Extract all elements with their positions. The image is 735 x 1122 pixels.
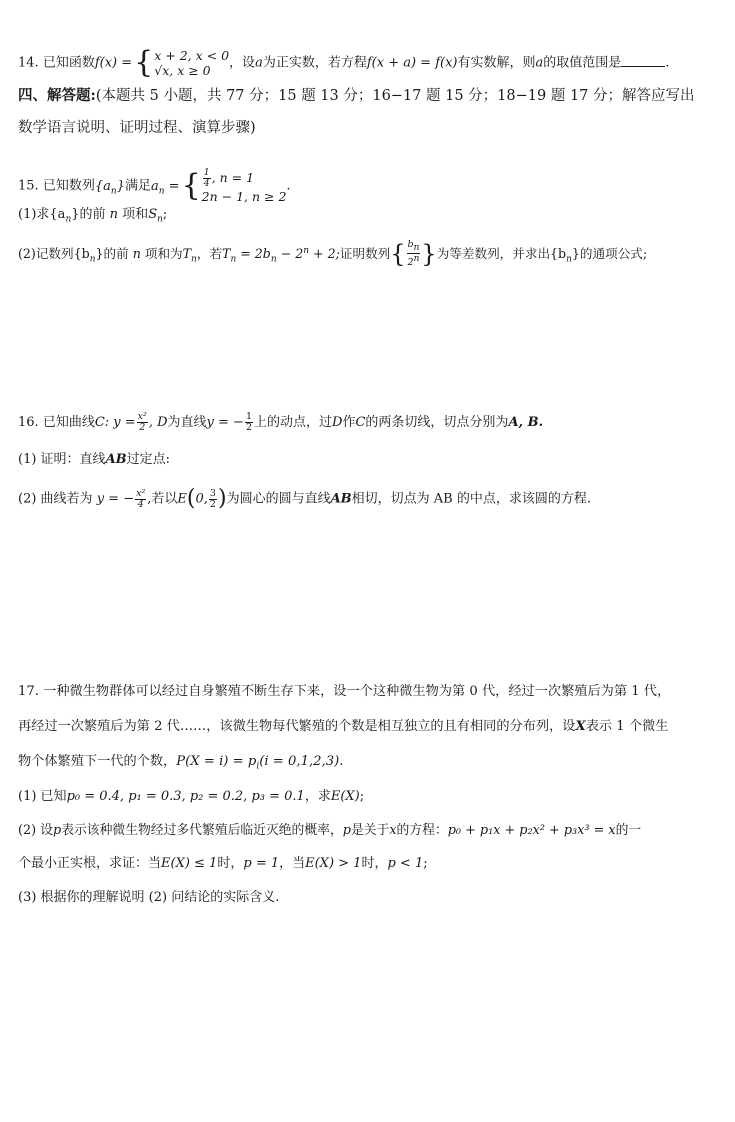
q17-line-2-row: [18, 717, 721, 737]
q17-result-2: p < 1: [387, 856, 424, 871]
q16-part-1: [18, 450, 721, 470]
q16-text: 已知曲线: [42, 415, 95, 430]
q17-part-1-text: (1) 已知: [18, 789, 67, 804]
q16-frac-1: $\frac{\text{x²}}{2}$: [137, 411, 147, 433]
q16-part-2-rest-2: 为圆心的圆与直线: [226, 491, 331, 507]
q16-part-2: (2) 曲线若为 y = − $\frac{\text{x²}}{4}$ ,若以E(0, $\frac{3}{2}$ )为圆心的圆与直线AB相切，切点为 AB 的中点，求该圆的方程.: [18, 486, 591, 511]
q15-part-2: [18, 240, 721, 269]
q15-brace: {: [181, 168, 201, 203]
q17-part-2-text: (2) 设: [18, 823, 53, 838]
q15-end: .: [286, 178, 291, 194]
q16-part-2-rest-3: 相切，切点为 AB 的中点，求该圆的方程.: [351, 491, 591, 507]
section-4-title: 四、解答题:: [18, 87, 96, 104]
q16-text-6: 的两条切线，切点分别为: [365, 415, 509, 430]
q17-part-3: [18, 888, 721, 908]
q17-line-3: 物个体繁殖下一代的个数，: [18, 754, 177, 769]
q17-part-2-l2-text-4: 时，: [361, 856, 388, 871]
question-15: [18, 168, 721, 204]
q14-function: f(x) =: [94, 55, 133, 71]
q15-text: 已知数列: [42, 178, 95, 194]
q14-case-2: √x, x ≥ 0: [154, 63, 211, 78]
q17-line-3-row: [18, 752, 721, 777]
q16-part-2-ab: AB: [330, 491, 352, 507]
q17-line-1: 一种微生物群体可以经过自身繁殖不断生存下来，设一个这种微生物为第 0 代，经过一次繁殖后为第 1 代，: [43, 684, 671, 699]
q16-part-1-rest: 过定点:: [126, 452, 171, 467]
q16-part-2-rest: ,若以: [147, 491, 178, 507]
q17-part-2-text-5: 的一: [615, 823, 642, 838]
q17-part-2-l2-text-2: 时，: [217, 856, 244, 871]
question-16: [18, 412, 721, 433]
q17-line-2: 再经过一次繁殖后为第 2 代……，该微生物每代繁殖的个数是相互独立的且有相同的分布列，设: [18, 719, 576, 734]
q17-part-2-line-2: [18, 854, 721, 874]
q17-part-1-values: p₀ = 0.4, p₁ = 0.3, p₂ = 0.2, p₃ = 0.1: [66, 789, 305, 804]
q17-part-1-end: ;: [359, 789, 365, 804]
q17-cond-2: E(X) > 1: [305, 856, 362, 871]
q15-seq-a: $\{a_n\}$: [94, 178, 125, 197]
q17-part-2-text-2: 表示该种微生物经过多代繁殖后临近灭绝的概率，: [61, 823, 343, 838]
q15-part-1-text: (1)求$\{a_n\}$的前 n 项和$S_n$;: [18, 207, 168, 225]
q16-frac-2: $\frac{1}{2}$: [245, 411, 252, 433]
q17-part-2-text-3: 是关于: [350, 823, 390, 838]
q14-var-a-2: a: [535, 55, 544, 71]
q14-equation: f(x + a) = f(x): [366, 55, 458, 71]
q17-number: 17.: [18, 684, 39, 699]
q17-line-2-end: 表示 1 个微生: [585, 719, 669, 734]
q15-text-2: 满足: [124, 178, 151, 194]
q16-point-e: E: [177, 491, 187, 507]
q17-part-1-text-2: ，求: [304, 789, 331, 804]
section-4-desc-1: (本题共 5 小题，共 77 分；15 题 13 分；16−17 题 15 分；18−19 题 17 分；解答应写出: [95, 88, 695, 104]
q14-text-2: ，设: [229, 55, 256, 71]
q16-c: C: [355, 415, 366, 430]
q16-number: 16.: [18, 415, 39, 430]
q15-cases: [202, 168, 287, 204]
q15-case-2: 2n − 1, n ≥ 2: [201, 189, 287, 204]
q16-part-2-curve: y = −: [96, 491, 135, 507]
q17-distribution: $P(X = i) = p_i(i = 0,1,2,3)$.: [176, 754, 344, 772]
q17-var-x-2: x: [389, 823, 397, 838]
q15-part-1: [18, 205, 721, 230]
q17-var-p-2: p: [342, 823, 351, 838]
q17-var-x: X: [575, 719, 586, 734]
q16-point-d: , D: [148, 415, 168, 430]
q14-answer-blank: [621, 53, 665, 67]
q14-end: .: [665, 55, 670, 71]
section-4-header: [18, 86, 721, 106]
q16-part-1-text: (1) 证明：直线: [18, 452, 106, 467]
q14-number: 14.: [18, 55, 39, 71]
q14-text-4: 有实数解，则: [457, 55, 536, 71]
q17-result-1: p = 1: [243, 856, 280, 871]
q15-part-2-text: (2)记数列$\{b_n\}$的前 n 项和为$T_n$，若$T_n = 2b_n - 2^n + 2$;证明数列{ $\frac{b_n}{2^n}$ }为等差数列，并求出$\{b_n\}$的通项公式;: [18, 239, 648, 269]
q14-cases: [154, 48, 229, 78]
q16-line-y: y = −: [206, 415, 244, 430]
q15-number: 15.: [18, 178, 39, 194]
q17-part-2-l2-end: ;: [423, 856, 428, 871]
q16-text-4: 上的动点，过: [254, 415, 333, 430]
q16-curve: C: y =: [94, 415, 136, 430]
q14-var-a: a: [255, 55, 263, 71]
q14-text-3: 为正实数，若方程: [262, 55, 367, 71]
q14-text: 已知函数: [42, 55, 95, 71]
q14-brace: {: [134, 45, 154, 80]
section-4-desc-line-2: [18, 118, 721, 138]
q16-points-ab: A, B.: [508, 415, 544, 430]
q17-var-p: p: [53, 823, 62, 838]
question-17: [18, 682, 721, 702]
q16-text-3: 为直线: [167, 415, 207, 430]
q16-e-y: $\frac{3}{2}$: [209, 487, 216, 510]
q17-part-2: [18, 821, 721, 841]
q17-part-2-equation: p₀ + p₁x + p₂x² + p₃x³ = x: [447, 823, 616, 838]
q17-part-3-text: (3) 根据你的理解说明 (2) 问结论的实际含义.: [18, 890, 280, 905]
q17-part-2-l2-text: 个最小正实根，求证：当: [18, 856, 162, 871]
q16-d: D: [332, 415, 343, 430]
q17-part-1: [18, 787, 721, 807]
q17-part-1-ex: E(X): [330, 789, 360, 804]
q14-text-5: 的取值范围是: [543, 55, 622, 71]
section-4-desc-2: 数学语言说明、证明过程、演算步骤): [18, 120, 256, 136]
q14-case-1: x + 2, x < 0: [154, 48, 230, 63]
q16-part-2-frac: $\frac{\text{x²}}{4}$: [136, 487, 146, 510]
q15-case-1: $\frac{1}{4}$ , n = 1: [203, 167, 255, 189]
q16-text-5: 作: [342, 415, 356, 430]
question-14: [18, 45, 721, 80]
q16-part-2-text: (2) 曲线若为: [18, 491, 93, 507]
q16-e-x: 0,: [195, 491, 208, 507]
q17-cond-1: E(X) ≤ 1: [161, 856, 218, 871]
q16-part-1-ab: AB: [105, 452, 127, 467]
q15-an: $a_n$ =: [150, 178, 180, 197]
q17-part-2-l2-text-3: ，当: [279, 856, 306, 871]
q17-part-2-text-4: 的方程：: [396, 823, 448, 838]
